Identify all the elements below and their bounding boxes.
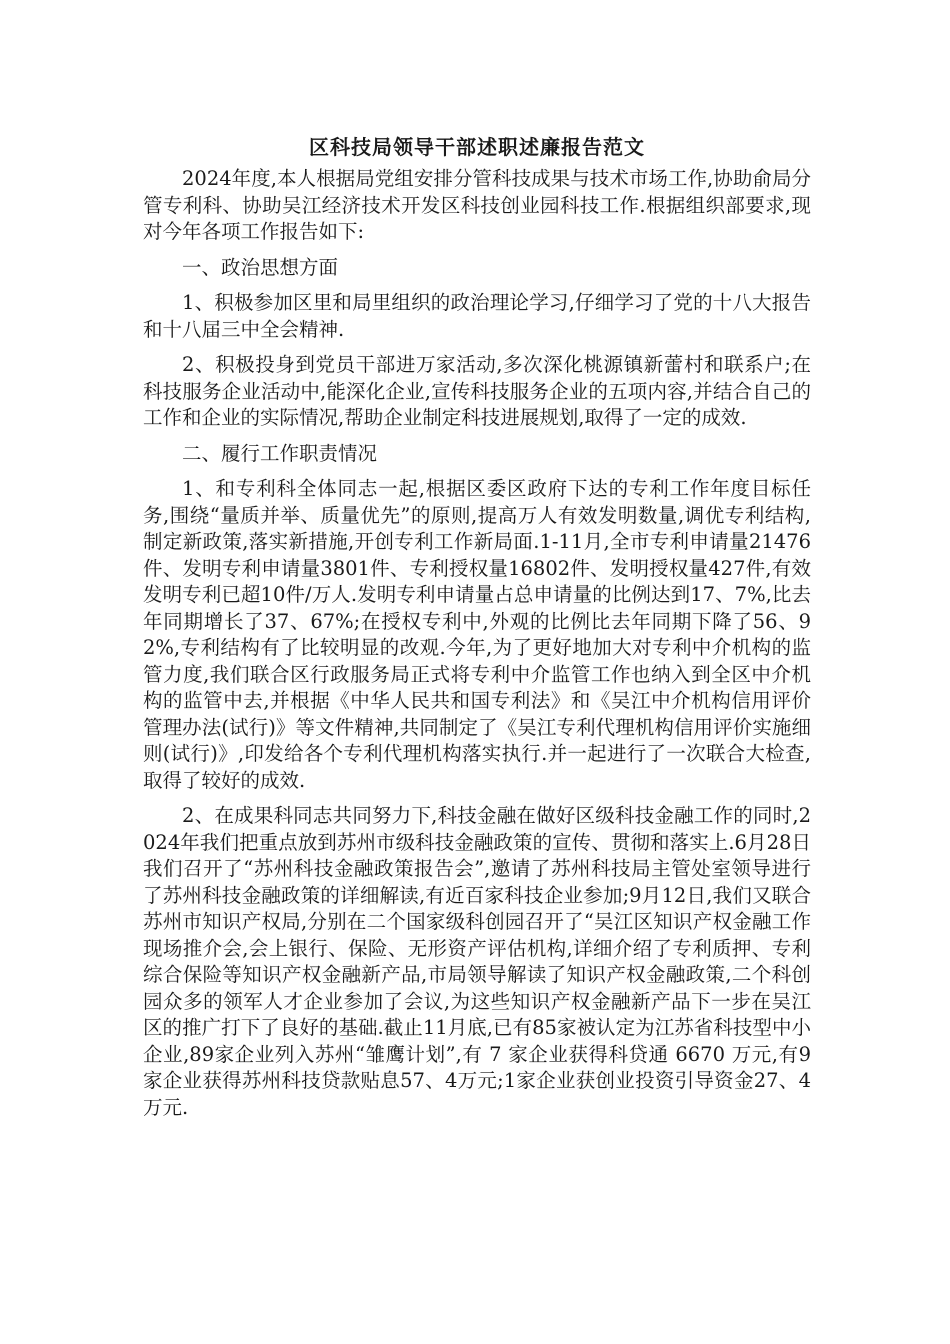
paragraph-political-2: 2、积极投身到党员干部进万家活动,多次深化桃源镇新蕾村和联系户;在科技服务企业活动中,能深化企业,宣传科技服务企业的五项内容,并结合自己的工作和企业的实际情况,帮助企业制定科技进展规划,取得了一定的成效. [143, 353, 811, 429]
section-heading-political: 一、政治思想方面 [182, 255, 339, 279]
document-body [143, 132, 811, 1130]
intro-paragraph: 2024年度,本人根据局党组安排分管科技成果与技术市场工作,协助俞局分管专利科、协助吴江经济技术开发区科技创业园科技工作.根据组织部要求,现对今年各项工作报告如下: [143, 167, 811, 243]
paragraph-political-1: 1、积极参加区里和局里组织的政治理论学习,仔细学习了党的十八大报告和十八届三中全会精神. [143, 291, 811, 341]
document-title: 区科技局领导干部述职述廉报告范文 [309, 135, 645, 159]
paragraph-duties-1: 1、和专利科全体同志一起,根据区委区政府下达的专利工作年度目标任务,围绕“量质并举、质量优先”的原则,提高万人有效发明数量,调优专利结构,制定新政策,落实新措施,开创专利工作新局面.1-11月,全市专利申请量21476件、发明专利申请量3801件、专利授权量16802件、发明授权量427件,有效发明专利已超10件/万人.发明专利申请量占总申请量的比例达到17、7%,比去年同期增长了37、67%;在授权专利中,外观的比例比去年同期下降了56、92%,专利结构有了比较明显的改观.今年,为了更好地加大对专利中介机构的监管力度,我们联合区行政服务局正式将专利中介监管工作也纳入到全区中介机构的监管中去,并根据《中华人民共和国专利法》和《吴江中介机构信用评价管理办法(试行)》等文件精神,共同制定了《吴江专利代理机构信用评价实施细则(试行)》,印发给各个专利代理机构落实执行.并一起进行了一次联合大检查,取得了较好的成效. [143, 477, 811, 792]
section-heading-duties: 二、履行工作职责情况 [182, 441, 378, 465]
paragraph-duties-2: 2、在成果科同志共同努力下,科技金融在做好区级科技金融工作的同时,2024年我们把重点放到苏州市级科技金融政策的宣传、贯彻和落实上.6月28日我们召开了“苏州科技金融政策报告会”,邀请了苏州科技局主管处室领导进行了苏州科技金融政策的详细解读,有近百家科技企业参加;9月12日,我们又联合苏州市知识产权局,分别在二个国家级科创园召开了“吴江区知识产权金融工作现场推介会,会上银行、保险、无形资产评估机构,详细介绍了专利质押、专利综合保险等知识产权金融新产品,市局领导解读了知识产权金融政策,二个科创园众多的领军人才企业参加了会议,为这些知识产权金融新产品下一步在吴江区的推广打下了良好的基础.截止11月底,已有85家被认定为江苏省科技型中小企业,89家企业列入苏州“雏鹰计划”,有 7 家企业获得科贷通 6670 万元,有9家企业获得苏州科技贷款贴息57、4万元;1家企业获创业投资引导资金27、4万元. [143, 804, 811, 1119]
